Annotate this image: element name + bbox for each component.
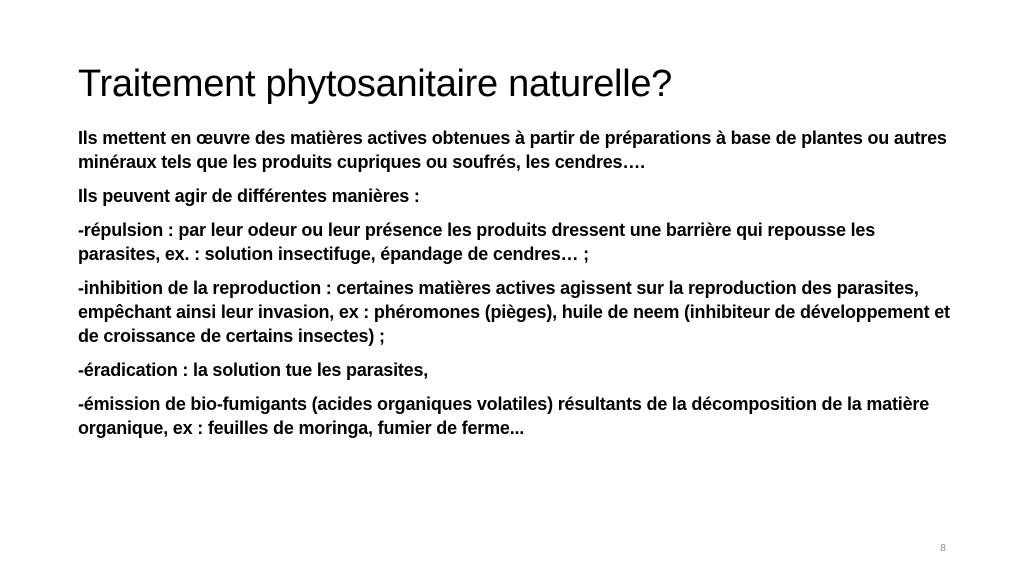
body-paragraph-biofumigants: -émission de bio-fumigants (acides organiques volatiles) résultants de la décomposition de la matière organique, ex : feuilles de moringa, fumier de ferme... (78, 394, 930, 438)
slide-body (78, 126, 958, 450)
body-paragraph-intro: Ils mettent en œuvre des matières actives obtenues à partir de préparations à base de plantes ou autres minéraux tels que les produits cupriques ou soufrés, les cendres…. (78, 128, 947, 172)
body-paragraph-repulsion: -répulsion : par leur odeur ou leur présence les produits dressent une barrière qui repousse les parasites, ex. : solution insectifuge, épandage de cendres… ; (78, 220, 876, 264)
body-paragraph-modes: Ils peuvent agir de différentes manières : (78, 186, 420, 206)
body-paragraph-eradication: -éradication : la solution tue les parasites, (78, 360, 429, 380)
page-number: 8 (940, 543, 946, 554)
slide-title: Traitement phytosanitaire naturelle? (78, 63, 673, 105)
body-paragraph-inhibition: -inhibition de la reproduction : certaines matières actives agissent sur la reproduction des parasites, empêchant ainsi leur invasion, ex : phéromones (pièges), huile de neem (inhibiteur de développement et de croissance de certains insectes) ; (78, 278, 950, 346)
